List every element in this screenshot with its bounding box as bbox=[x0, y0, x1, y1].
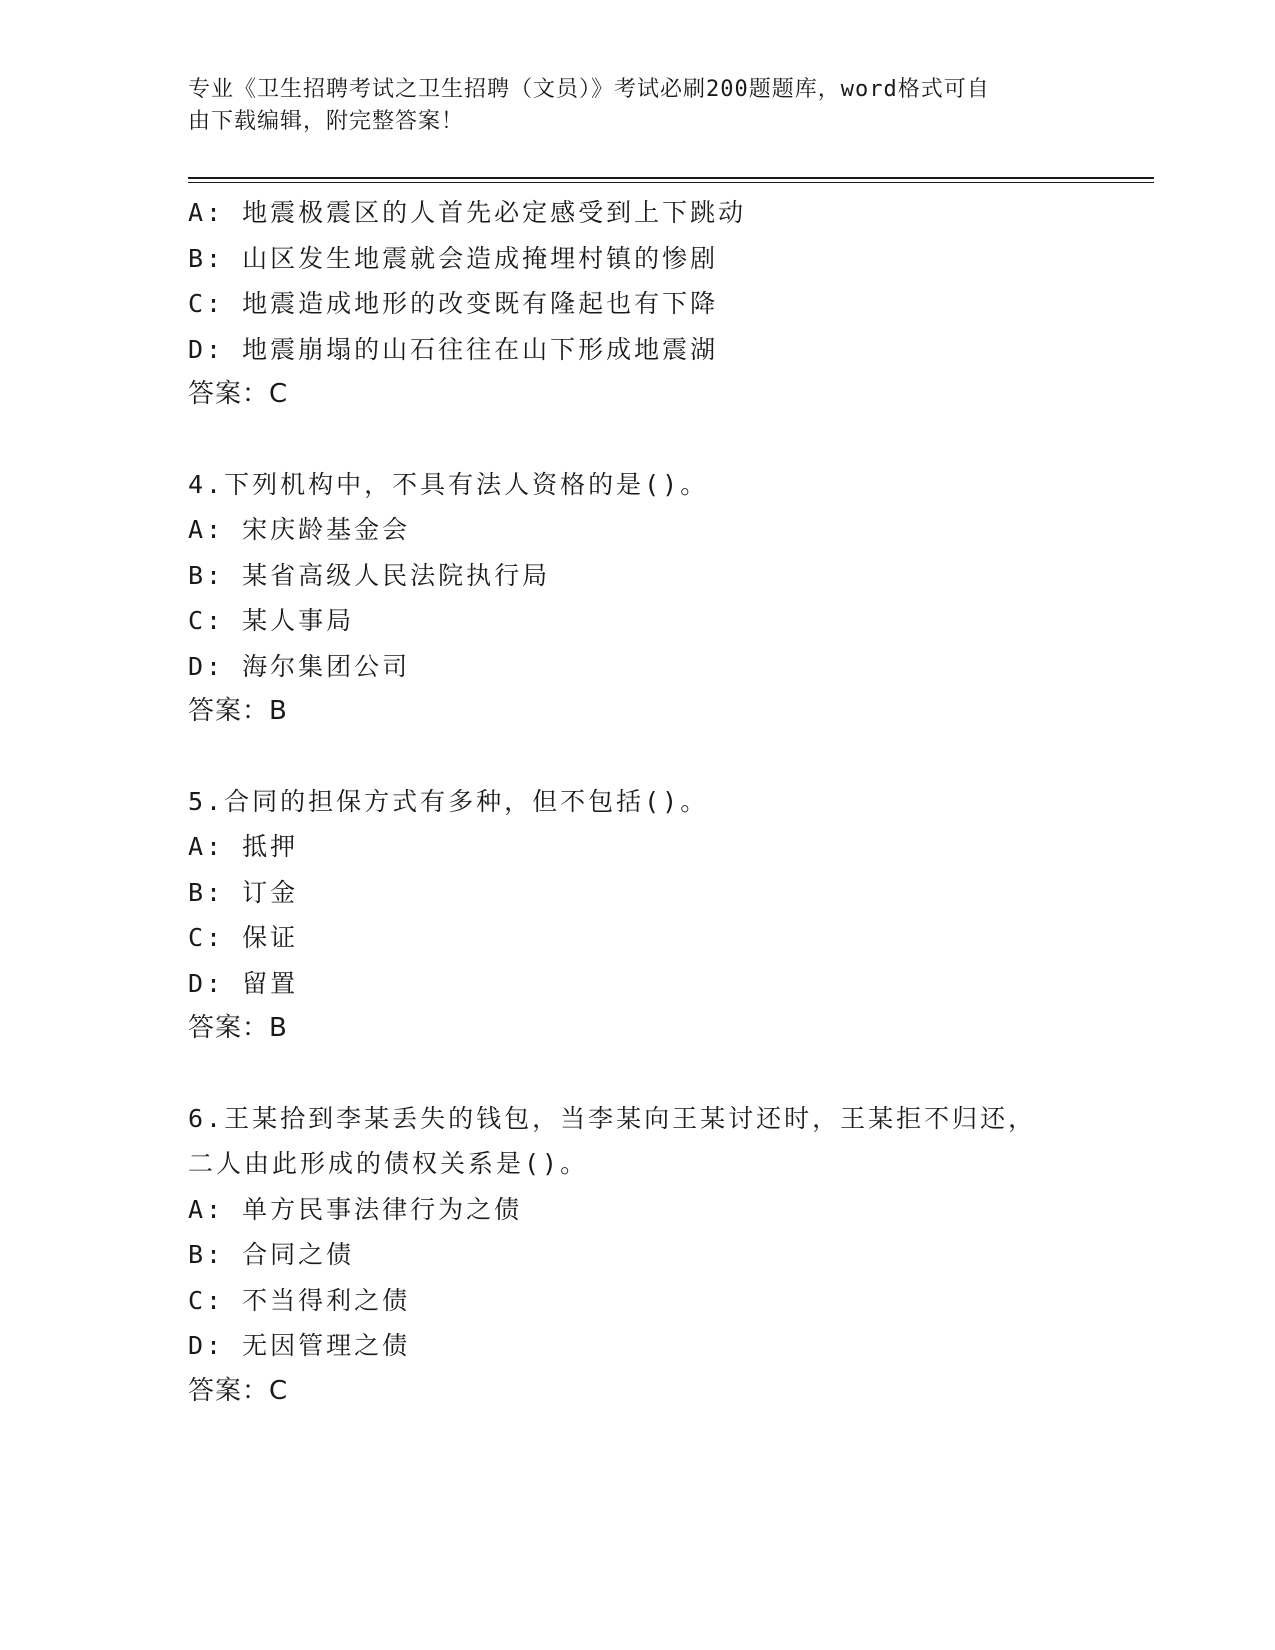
option-d: D: 留置 bbox=[188, 968, 299, 998]
option-a: A: 抵押 bbox=[188, 832, 299, 861]
question-5 bbox=[188, 779, 1148, 1052]
document-header bbox=[188, 74, 1068, 138]
question-3 bbox=[188, 190, 1148, 418]
option-d: D: 无因管理之债 bbox=[188, 1331, 411, 1360]
question-list bbox=[188, 190, 1148, 1414]
option-c: C: 不当得利之债 bbox=[188, 1285, 411, 1315]
answer: 答案：C bbox=[188, 1375, 289, 1406]
option-b: B: 某省高级人民法院执行局 bbox=[188, 560, 551, 590]
question-4 bbox=[188, 462, 1148, 735]
option-c: C: 保证 bbox=[188, 923, 299, 952]
question-stem: 5.合同的担保方式有多种，但不包括()。 bbox=[188, 786, 709, 816]
option-a: A: 地震极震区的人首先必定感受到上下跳动 bbox=[188, 198, 747, 227]
question-stem: 4.下列机构中，不具有法人资格的是()。 bbox=[188, 469, 709, 499]
question-stem bbox=[188, 1096, 1088, 1187]
question-stem-line-1: 6.王某拾到李某丢失的钱包，当李某向王某讨还时，王某拒不归还， bbox=[188, 1103, 1037, 1133]
option-b: B: 订金 bbox=[188, 877, 299, 907]
option-d: D: 地震崩塌的山石往往在山下形成地震湖 bbox=[188, 334, 719, 364]
answer: 答案：B bbox=[188, 696, 288, 726]
question-stem-line-2: 二人由此形成的债权关系是()。 bbox=[188, 1149, 589, 1178]
option-a: A: 宋庆龄基金会 bbox=[188, 515, 411, 544]
answer: 答案：B bbox=[188, 1013, 288, 1043]
header-line-1: 专业《卫生招聘考试之卫生招聘（文员）》考试必刷200题题库，word格式可自 bbox=[188, 77, 990, 102]
header-divider-thick bbox=[188, 177, 1154, 179]
header-line-2: 由下载编辑，附完整答案！ bbox=[188, 109, 465, 134]
option-c: C: 某人事局 bbox=[188, 606, 355, 635]
question-6 bbox=[188, 1096, 1148, 1415]
option-b: B: 合同之债 bbox=[188, 1240, 355, 1269]
option-c: C: 地震造成地形的改变既有隆起也有下降 bbox=[188, 289, 719, 318]
option-a: A: 单方民事法律行为之债 bbox=[188, 1194, 523, 1224]
answer: 答案：C bbox=[188, 379, 289, 409]
option-b: B: 山区发生地震就会造成掩埋村镇的惨剧 bbox=[188, 243, 719, 273]
option-d: D: 海尔集团公司 bbox=[188, 651, 411, 681]
header-divider-thin bbox=[188, 182, 1154, 183]
